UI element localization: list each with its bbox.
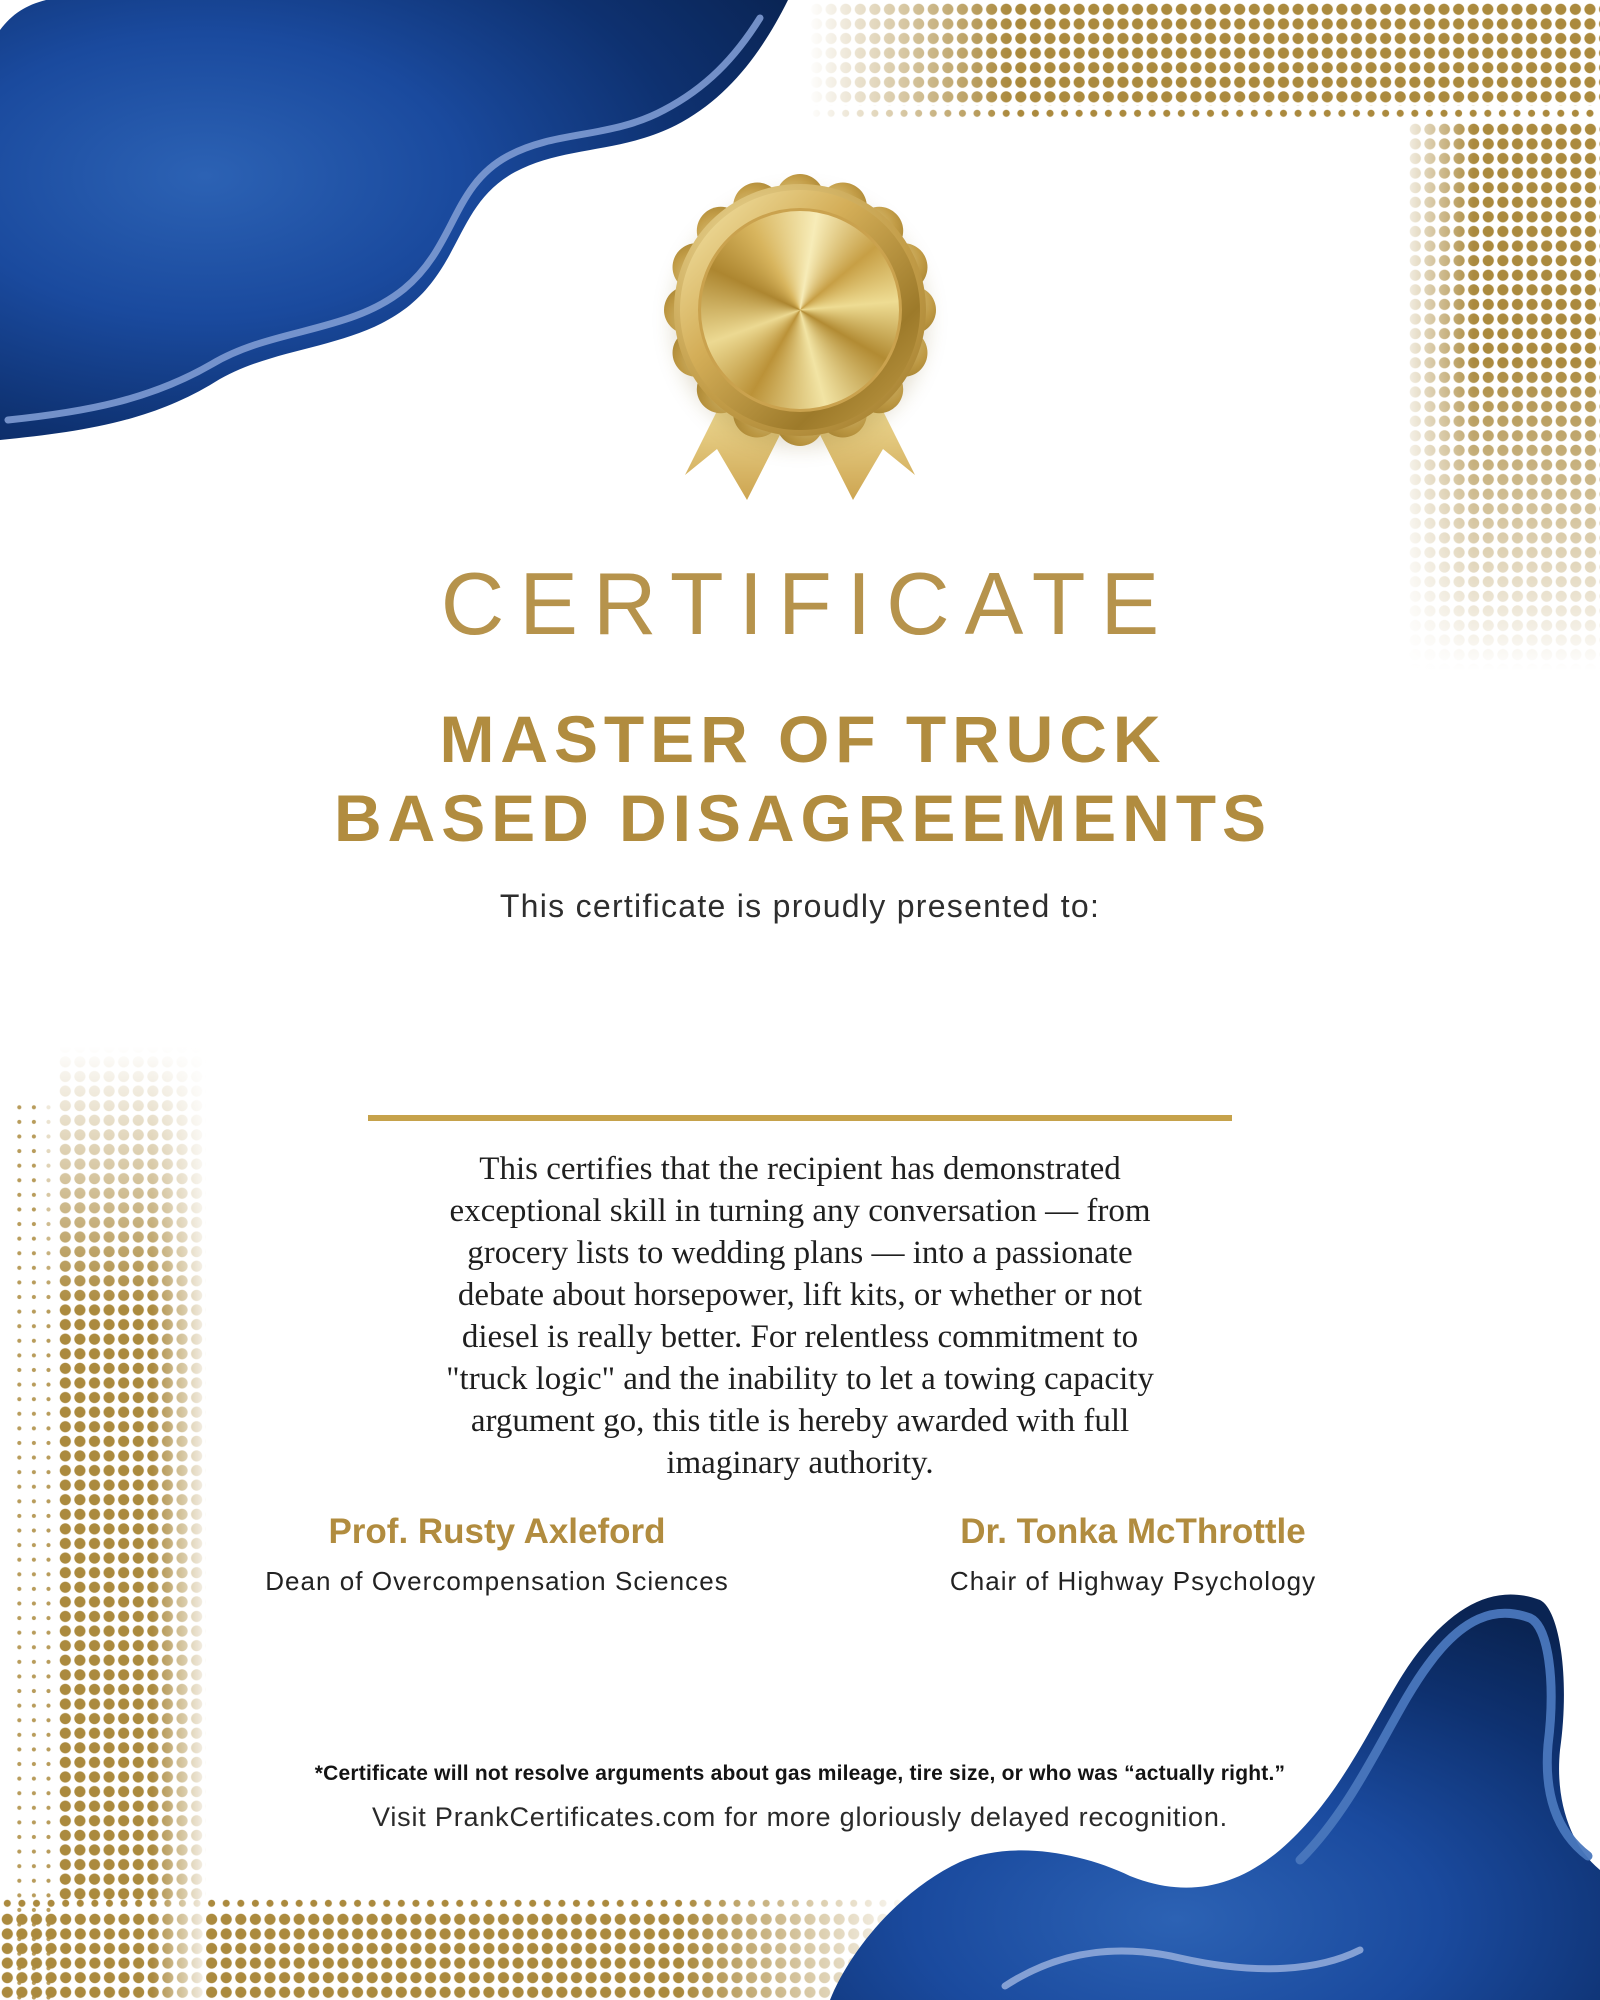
degree-title [0, 700, 1600, 858]
bottom-right-wave [830, 1594, 1600, 2000]
body-line: imaginary authority. [666, 1445, 934, 1481]
body-line: grocery lists to wedding plans — into a passionate [467, 1235, 1133, 1271]
signatory-left [177, 1512, 817, 1597]
signatory-title: Dean of Overcompensation Sciences [265, 1566, 729, 1596]
disclaimer-footnote: *Certificate will not resolve arguments about gas mileage, tire size, or who was “actually right.” [314, 1762, 1286, 1785]
signatory-title: Chair of Highway Psychology [949, 1566, 1317, 1596]
degree-title-line2: BASED DISAGREEMENTS [333, 781, 1272, 855]
certificate-body [0, 1148, 1600, 1484]
body-line: exceptional skill in turning any conversation — from [449, 1193, 1151, 1229]
gold-rosette-medal-icon [664, 174, 936, 446]
body-line: debate about horsepower, lift kits, or whether or not [457, 1277, 1143, 1313]
signatory-name: Dr. Tonka McThrottle [960, 1512, 1306, 1551]
signatory-name: Prof. Rusty Axleford [328, 1512, 666, 1551]
footer-promo-line: Visit PrankCertificates.com for more gloriously delayed recognition. [372, 1802, 1228, 1832]
degree-title-line1: MASTER OF TRUCK [439, 702, 1167, 776]
signatory-right [793, 1512, 1473, 1597]
body-line: diesel is really better. For relentless commitment to [461, 1319, 1139, 1355]
body-line: This certifies that the recipient has demonstrated [479, 1151, 1121, 1187]
body-line: "truck logic" and the inability to let a towing capacity [446, 1361, 1154, 1397]
presented-to-line: This certificate is proudly presented to: [499, 888, 1101, 924]
certificate-heading: CERTIFICATE [440, 554, 1175, 653]
body-line: argument go, this title is hereby awarded with full [470, 1403, 1130, 1439]
gold-divider-line [368, 1115, 1232, 1121]
medal-face [698, 208, 902, 412]
